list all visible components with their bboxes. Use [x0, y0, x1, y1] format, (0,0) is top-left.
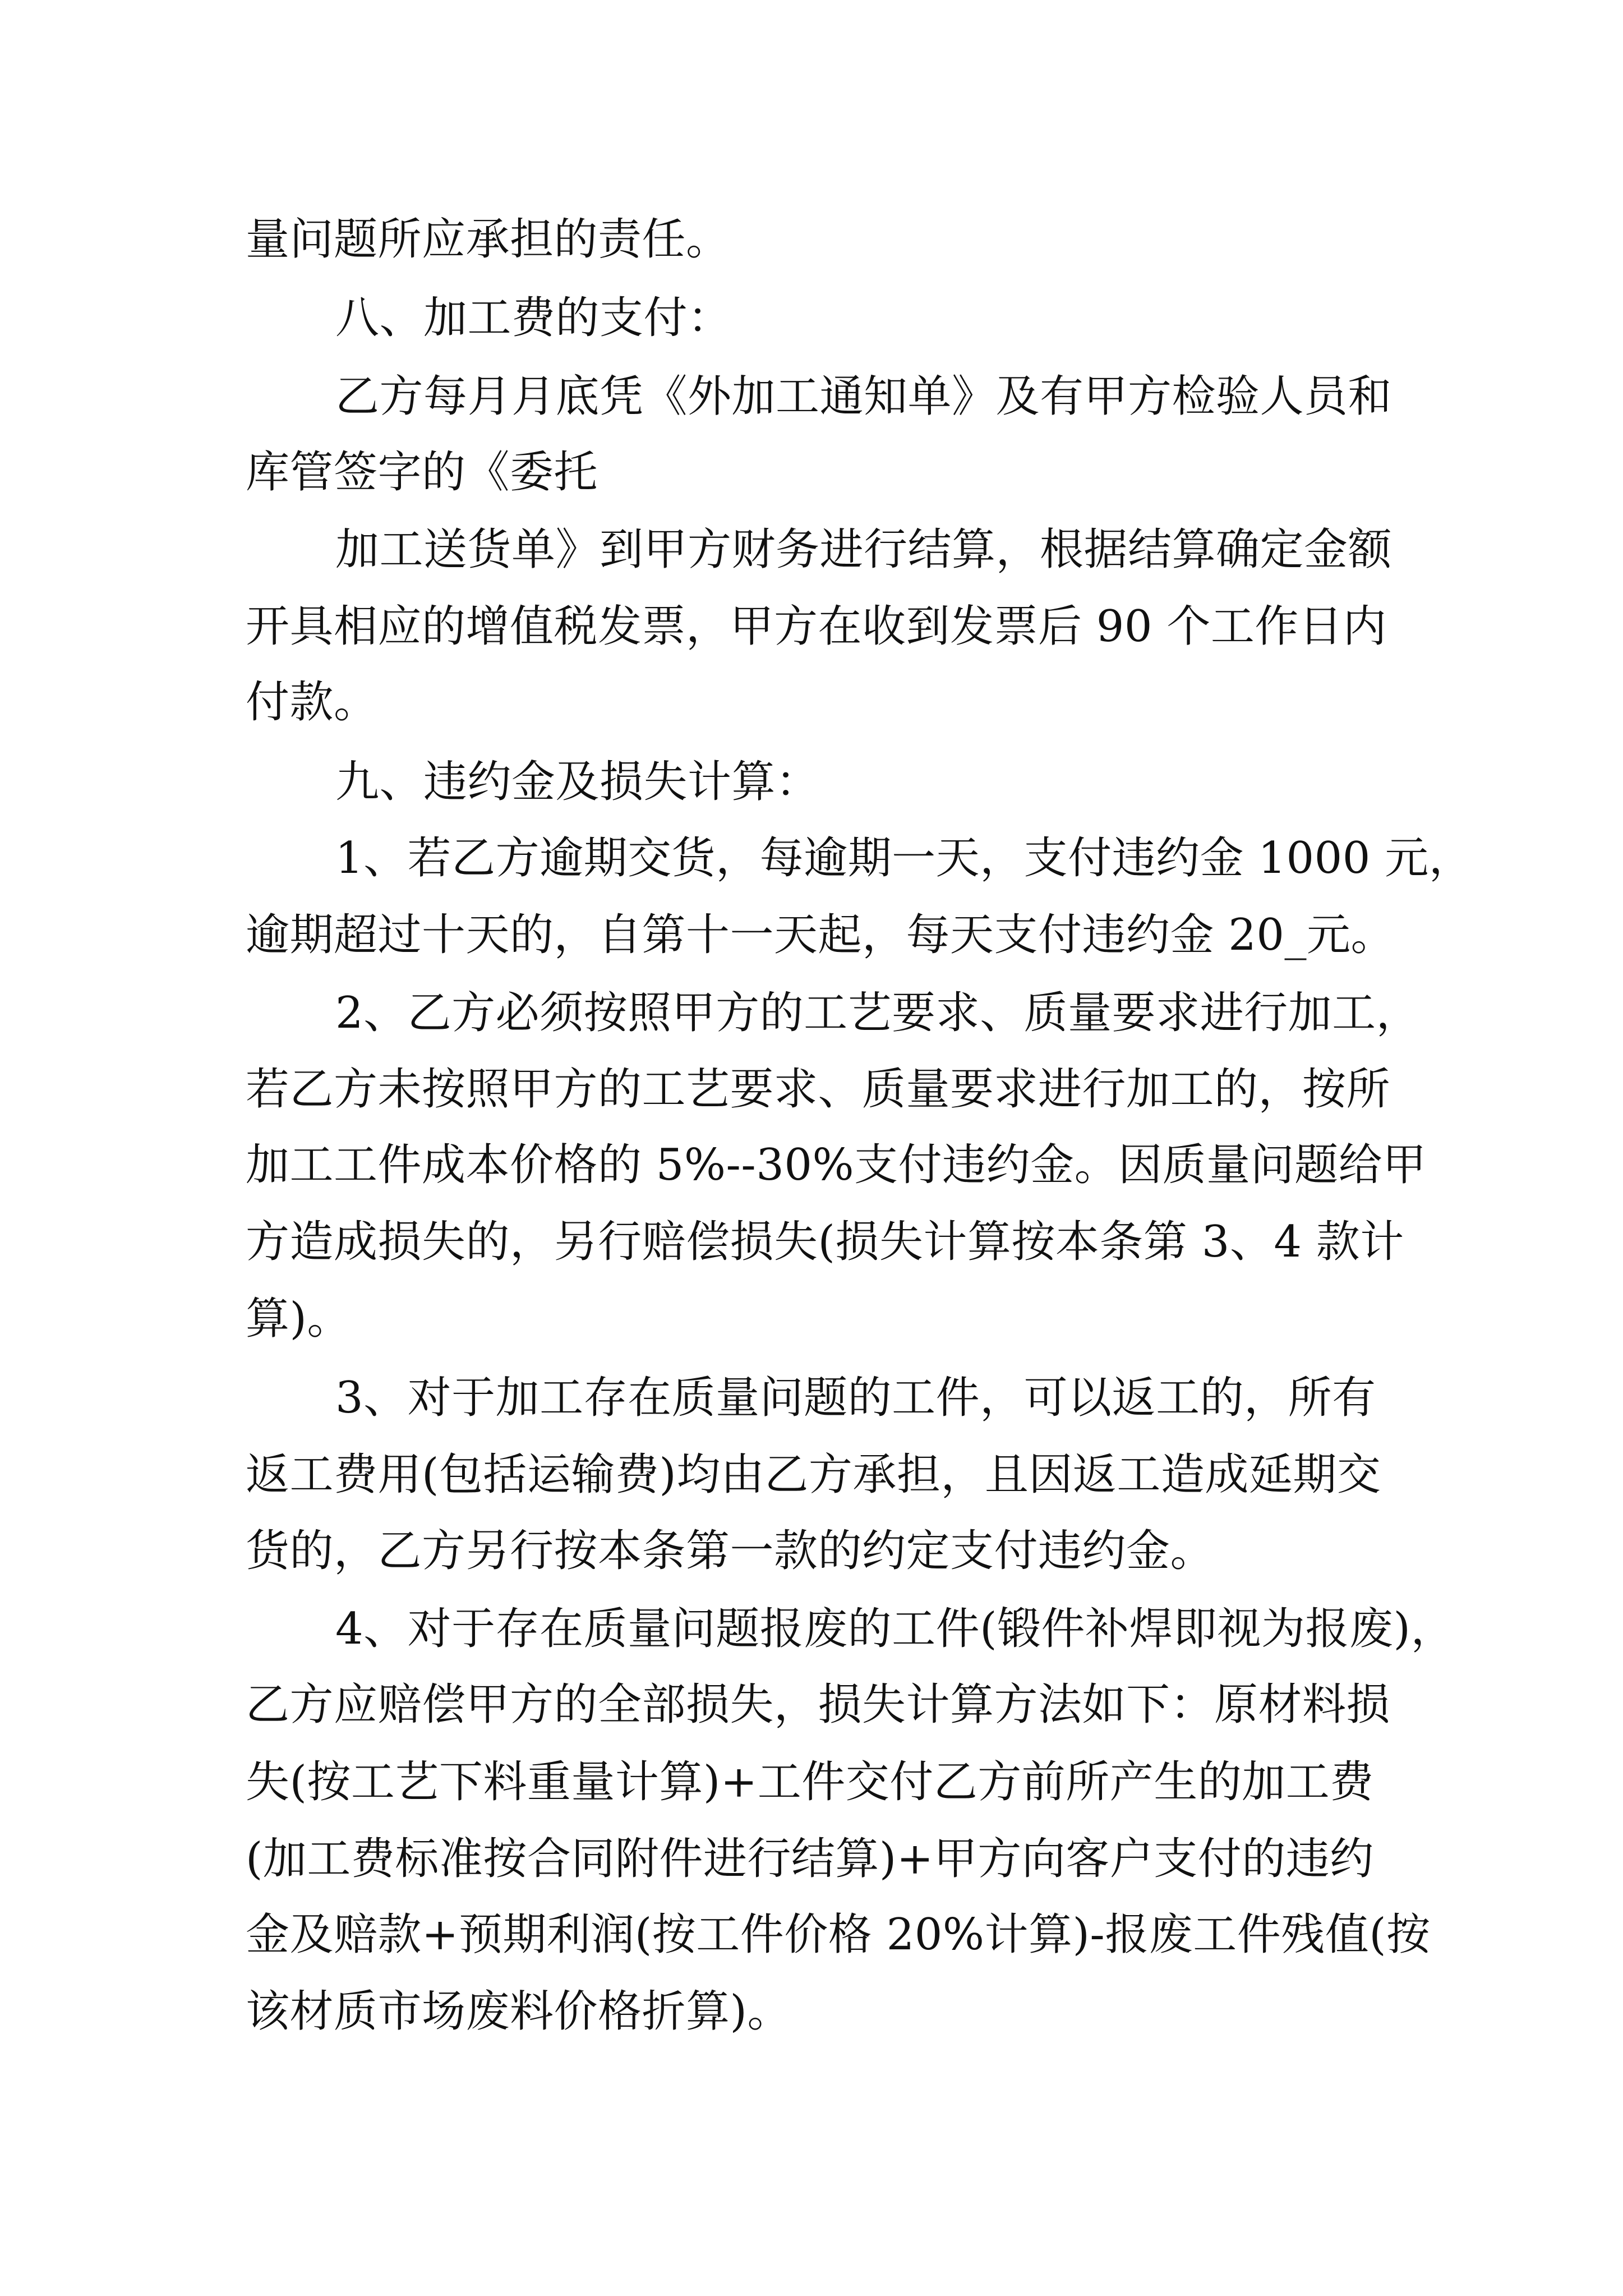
text-line: 4、对于存在质量问题报废的工件(锻件补焊即视为报废)， [335, 1604, 1455, 1654]
text-line: 乙方应赔偿甲方的全部损失，损失计算方法如下：原材料损 [246, 1680, 1391, 1730]
text-line: 乙方每月月底凭《外加工通知单》及有甲方检验人员和 [335, 371, 1393, 422]
text-line: 付款。 [246, 677, 378, 728]
text-line: 库管签字的《委托 [246, 447, 598, 498]
text-line: 该材质市场废料价格折算)。 [246, 1986, 791, 2037]
section-heading: 九、违约金及损失计算： [335, 757, 820, 807]
text-line: 金及赔款+预期利润(按工件价格 20%计算)-报废工件残值(按 [246, 1910, 1431, 1960]
text-line: 若乙方未按照甲方的工艺要求、质量要求进行加工的，按所 [246, 1064, 1391, 1115]
text-line: 失(按工艺下料重量计算)+工件交付乙方前所产生的加工费 [246, 1757, 1374, 1807]
text-line: (加工费标准按合同附件进行结算)+甲方向客户支付的违约 [246, 1834, 1374, 1884]
text-line: 量问题所应承担的责任。 [246, 214, 730, 265]
section-heading: 八、加工费的支付： [335, 293, 732, 343]
text-line: 货的，乙方另行按本条第一款的约定支付违约金。 [246, 1526, 1215, 1576]
text-line: 2、乙方必须按照甲方的工艺要求、质量要求进行加工， [335, 988, 1421, 1038]
text-line: 3、对于加工存在质量问题的工件，可以返工的，所有 [335, 1373, 1376, 1423]
text-line: 开具相应的增值税发票，甲方在收到发票后 90 个工作日内 [246, 601, 1387, 652]
text-line: 加工工件成本价格的 5%--30%支付违约金。因质量问题给甲 [246, 1140, 1427, 1190]
text-line: 返工费用(包括运输费)均由乙方承担，且因返工造成延期交 [246, 1450, 1381, 1500]
text-line: 加工送货单》到甲方财务进行结算，根据结算确定金额 [335, 524, 1393, 575]
text-line: 算)。 [246, 1294, 351, 1344]
text-line: 逾期超过十天的，自第十一天起，每天支付违约金 20_元。 [246, 910, 1395, 960]
text-line: 1、若乙方逾期交货，每逾期一天，支付违约金 1000 元， [335, 833, 1473, 884]
text-line: 方造成损失的，另行赔偿损失(损失计算按本条第 3、4 款计 [246, 1217, 1404, 1267]
